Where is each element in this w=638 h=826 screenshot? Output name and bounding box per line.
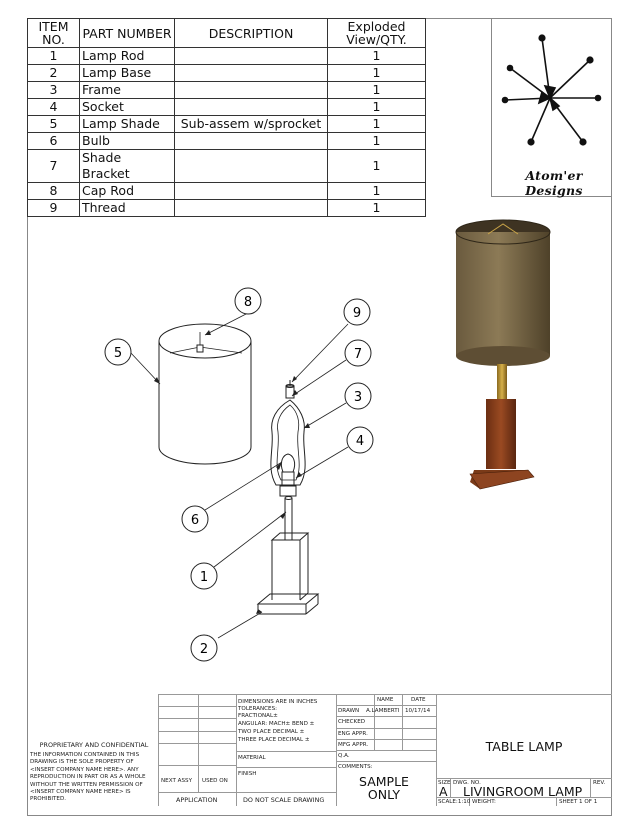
balloon-1-label: 1 bbox=[199, 570, 209, 585]
sheet-label: SHEET 1 OF 1 bbox=[559, 799, 598, 805]
bom-qty: 1 bbox=[328, 48, 426, 65]
balloon-4 bbox=[347, 427, 373, 453]
material-label: MATERIAL bbox=[238, 755, 266, 761]
bom-qty: 1 bbox=[328, 65, 426, 82]
do-not-scale-label: DO NOT SCALE DRAWING bbox=[243, 796, 325, 804]
bom-item-no: 1 bbox=[28, 48, 80, 65]
bom-part-number: Thread bbox=[80, 200, 175, 217]
bom-header-item-line2: NO. bbox=[42, 32, 65, 47]
bom-qty: 1 bbox=[328, 82, 426, 99]
bom-qty: 1 bbox=[328, 99, 426, 116]
bom-part-number: Frame bbox=[80, 82, 175, 99]
tolerances-label: TOLERANCES: bbox=[238, 706, 278, 712]
logo-text: Atom'er Designs bbox=[525, 168, 583, 198]
bom-item-no: 6 bbox=[28, 133, 80, 150]
mfg-appr-label: MFG APPR. bbox=[338, 742, 369, 748]
eng-appr-label: ENG APPR. bbox=[338, 731, 368, 737]
dwg-no-label: DWG. NO. bbox=[453, 780, 481, 786]
balloon-9 bbox=[344, 299, 370, 325]
bom-item-no: 5 bbox=[28, 116, 80, 133]
bom-part-number: Lamp Rod bbox=[80, 48, 175, 65]
sample-only-stamp bbox=[352, 775, 416, 801]
used-on-label: USED ON bbox=[202, 778, 228, 784]
name-header: NAME bbox=[377, 697, 394, 703]
bom-part-number: Lamp Base bbox=[80, 65, 175, 82]
balloon-3 bbox=[345, 383, 371, 409]
balloon-4-label: 4 bbox=[355, 434, 365, 449]
lamp-shade-drawing bbox=[159, 324, 251, 464]
balloon-2 bbox=[191, 635, 217, 661]
bom-header-qty-line2: View/QTY. bbox=[346, 32, 407, 47]
bom-header-part-number: PART NUMBER bbox=[80, 19, 175, 48]
balloon-6-label: 6 bbox=[190, 513, 200, 528]
fractional-tolerance: FRACTIONAL± bbox=[238, 713, 278, 719]
balloon-6 bbox=[182, 506, 208, 532]
leader-lines bbox=[130, 313, 348, 638]
balloon-8-label: 8 bbox=[243, 295, 253, 310]
sample-line2: ONLY bbox=[367, 787, 401, 802]
bom-qty: 1 bbox=[328, 150, 426, 183]
dimensions-note: DIMENSIONS ARE IN INCHES bbox=[238, 699, 318, 705]
bom-item-no: 4 bbox=[28, 99, 80, 116]
angular-tolerance: ANGULAR: MACH± BEND ± bbox=[238, 721, 315, 727]
drawn-by-name: A.LAMBERTI bbox=[366, 708, 400, 714]
balloon-2-label: 2 bbox=[199, 642, 209, 657]
next-assy-label: NEXT ASSY bbox=[161, 778, 192, 784]
bom-part-number: Shade Bracket bbox=[80, 150, 175, 183]
bom-part-number: Cap Rod bbox=[80, 183, 175, 200]
bom-header-qty-line1: Exploded bbox=[347, 19, 406, 34]
drawn-date: 10/17/14 bbox=[405, 708, 431, 714]
drawn-label: DRAWN bbox=[338, 708, 360, 714]
balloon-1 bbox=[191, 563, 217, 589]
bom-item-no: 8 bbox=[28, 183, 80, 200]
scale-label: SCALE:1:10 bbox=[438, 799, 471, 805]
bom-item-no: 9 bbox=[28, 200, 80, 217]
bulb-drawing bbox=[280, 454, 296, 496]
bom-item-no: 2 bbox=[28, 65, 80, 82]
proprietary-notice: THE INFORMATION CONTAINED IN THIS DRAWING IS THE SOLE PROPERTY OF <INSERT COMPANY NAME HERE>. ANY REPRODUCTION IN PART OR AS A WHOLE WITHOUT THE WRITTEN PERMISSION OF <INSERT COMPANY NAME HERE> IS PROHIBITED. bbox=[30, 752, 146, 803]
bom-header-description: DESCRIPTION bbox=[175, 19, 328, 48]
balloon-8 bbox=[235, 288, 261, 314]
bom-part-number: Lamp Shade bbox=[80, 116, 175, 133]
qa-label: Q.A. bbox=[338, 753, 350, 759]
proprietary-title: PROPRIETARY AND CONFIDENTIAL bbox=[39, 741, 149, 749]
rendered-lamp-image bbox=[448, 212, 558, 492]
balloon-7 bbox=[345, 340, 371, 366]
lamp-base-drawing bbox=[258, 533, 318, 614]
balloon-3-label: 3 bbox=[353, 390, 363, 405]
drawing-number: LIVINGROOM LAMP bbox=[463, 784, 583, 799]
bom-qty: 1 bbox=[328, 116, 426, 133]
three-place-tolerance: THREE PLACE DECIMAL ± bbox=[238, 737, 310, 743]
bom-part-number: Socket bbox=[80, 99, 175, 116]
bom-part-number: Bulb bbox=[80, 133, 175, 150]
bom-description: Sub-assem w/sprocket bbox=[175, 116, 328, 133]
balloon-5-label: 5 bbox=[113, 346, 123, 361]
two-place-tolerance: TWO PLACE DECIMAL ± bbox=[238, 729, 305, 735]
bom-qty: 1 bbox=[328, 133, 426, 150]
bom-header-item-line1: ITEM bbox=[38, 19, 69, 34]
finish-label: FINISH bbox=[238, 771, 257, 777]
bom-item-no: 7 bbox=[28, 150, 80, 183]
size-value: A bbox=[439, 784, 448, 799]
date-header: DATE bbox=[411, 697, 426, 703]
drawing-title: TABLE LAMP bbox=[485, 739, 563, 754]
bom-item-no: 3 bbox=[28, 82, 80, 99]
balloon-7-label: 7 bbox=[353, 347, 363, 362]
weight-label: WEIGHT: bbox=[472, 799, 496, 805]
rev-label: REV. bbox=[593, 780, 606, 786]
bom-qty: 1 bbox=[328, 183, 426, 200]
balloon-9-label: 9 bbox=[352, 306, 362, 321]
application-label: APPLICATION bbox=[176, 796, 218, 804]
comments-label: COMMENTS: bbox=[338, 764, 373, 770]
bom-qty: 1 bbox=[328, 200, 426, 217]
size-label: SIZE bbox=[438, 780, 451, 786]
checked-label: CHECKED bbox=[338, 719, 366, 725]
sample-line1: SAMPLE bbox=[359, 774, 409, 789]
balloon-5 bbox=[105, 339, 131, 365]
